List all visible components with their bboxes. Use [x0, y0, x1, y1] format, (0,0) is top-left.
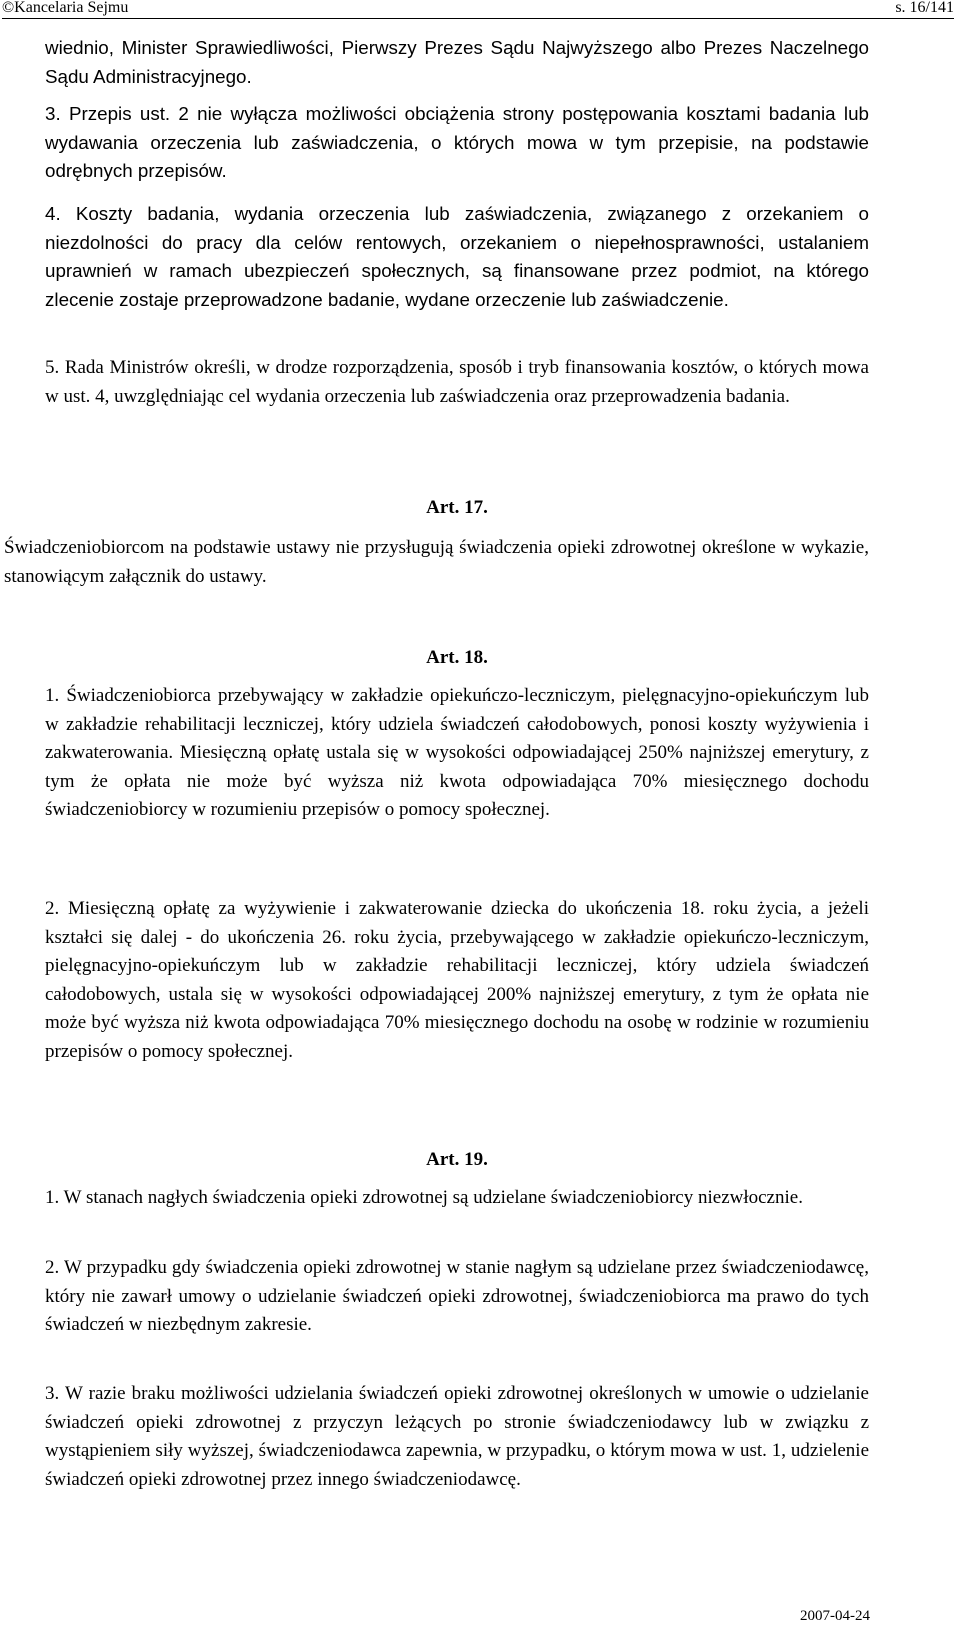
article-17-heading-block [45, 494, 869, 522]
paragraph-ust-4: 4. Koszty badania, wydania orzeczenia lub zaświadczenia, związanego z orzekaniem o niezdolności do pracy dla celów rentowych, orzekaniem o niepełnosprawności, ustalaniem uprawnień w ramach ubezpieczeń społecznych, są finansowane przez podmiot, na którego zlecenie zostaje przeprowadzone badanie, wydane orzeczenie lub zaświadczenie. [45, 203, 869, 310]
header-page-number: s. 16/141 [895, 0, 954, 16]
article-19-ust-2: 2. W przypadku gdy świadczenia opieki zdrowotnej w stanie nagłym są udzielane przez świadczeniodawcę, który nie zawarł umowy o udzielanie świadczeń opieki zdrowotnej, świadczeniobiorca ma prawo do tych świadczeń w niezbędnym zakresie. [45, 1257, 869, 1336]
page-header [0, 0, 960, 20]
article-18-ust-2-block [45, 895, 869, 1067]
footer-date: 2007-04-24 [800, 1608, 870, 1624]
article-19-ust-2-block [45, 1254, 869, 1340]
continued-text-block [45, 34, 869, 186]
article-17-heading: Art. 17. [426, 497, 488, 518]
article-18-heading-block [45, 644, 869, 672]
costs-text-block [45, 200, 869, 314]
article-19-heading-block [45, 1146, 869, 1174]
paragraph-ust-3: 3. Przepis ust. 2 nie wyłącza możliwości obciążenia strony postępowania kosztami badania lub wydawania orzeczenia lub zaświadczenia, o których mowa w tym przepisie, na podstawie odrębnych przepisów. [45, 103, 869, 182]
article-19-ust-1-block [45, 1184, 869, 1213]
article-18-ust-1: 1. Świadczeniobiorca przebywający w zakładzie opiekuńczo-leczniczym, pielęgnacyjno-opiekuńczym lub w zakładzie rehabilitacji leczniczej, który udziela świadczeń całodobowych, ponosi koszty wyżywienia i zakwaterowania. Miesięczną opłatę ustala się w wysokości odpowiadającej 250% najniższej emerytury, z tym że opłata nie może być wyższa niż kwota odpowiadająca 70% miesięcznego dochodu świadczeniobiorcy w rozumieniu przepisów o pomocy społecznej. [45, 685, 869, 821]
article-19-ust-1: 1. W stanach nagłych świadczenia opieki zdrowotnej są udzielane świadczeniobiorcy niezwłocznie. [45, 1187, 803, 1208]
paragraph-ust-5: 5. Rada Ministrów określi, w drodze rozporządzenia, sposób i tryb finansowania kosztów, o których mowa w ust. 4, uwzględniając cel wydania orzeczenia lub zaświadczenia oraz przeprowadzenia badania. [45, 357, 869, 407]
article-18-ust-1-block [45, 682, 869, 825]
article-19-heading: Art. 19. [426, 1149, 488, 1170]
article-19-ust-3: 3. W razie braku możliwości udzielania świadczeń opieki zdrowotnej określonych w umowie o udzielanie świadczeń opieki zdrowotnej z przyczyn leżących po stronie świadczeniodawcy lub w związku z wystąpieniem siły wyższej, świadczeniodawca zapewnia, w przypadku, o którym mowa w ust. 1, udzielenie świadczeń opieki zdrowotnej przez innego świadczeniodawcę. [45, 1383, 869, 1490]
paragraph-continuation: wiednio, Minister Sprawiedliwości, Pierwszy Prezes Sądu Najwyższego albo Prezes Naczelnego Sądu Administracyjnego. [45, 37, 869, 87]
header-rule [2, 18, 954, 19]
article-18-ust-2: 2. Miesięczną opłatę za wyżywienie i zakwaterowanie dziecka do ukończenia 18. roku życia, a jeżeli kształci się dalej - do ukończenia 26. roku życia, przebywającego w zakładzie opiekuńczo-leczniczym, pielęgnacyjno-opiekuńczym lub w zakładzie rehabilitacji leczniczej, który udziela świadczeń całodobowych, ustala się w wysokości odpowiadającej 200% najniższej emerytury, z tym że opłata nie może być wyższa niż kwota odpowiadająca 70% miesięcznego dochodu na osobę w rodzinie w rozumieniu przepisów o pomocy społecznej. [45, 898, 869, 1062]
article-18-heading: Art. 18. [426, 647, 488, 668]
article-17-text-block [4, 534, 869, 591]
ust-5-block [45, 354, 869, 411]
article-19-ust-3-block [45, 1380, 869, 1494]
header-copyright: ©Kancelaria Sejmu [2, 0, 129, 16]
article-17-text: Świadczeniobiorcom na podstawie ustawy nie przysługują świadczenia opieki zdrowotnej określone w wykazie, stanowiącym załącznik do ustawy. [4, 537, 869, 587]
